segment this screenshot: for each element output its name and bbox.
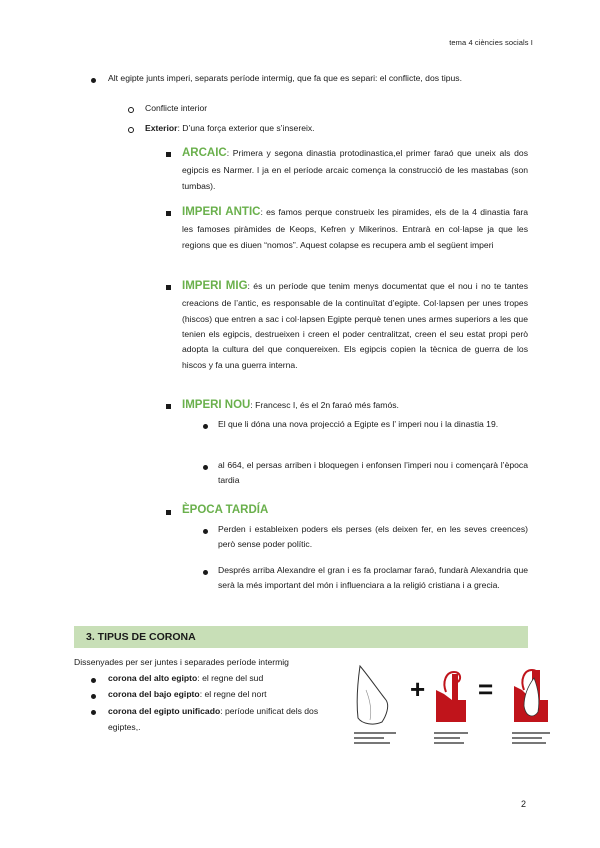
circle-marker: [128, 107, 134, 113]
square-marker: [166, 152, 171, 157]
conflict-exterior: [145, 121, 315, 136]
page-number: 2: [520, 799, 526, 809]
period-text: : és un període que tenim menys documentat que el nou i no te tantes creacions de l’antic, es responsable de la continuïtat d’egipte. Col·lapsen per unes tropes (hiscos) que entren a sac i col·lapsen Egipte perquè tenen unes armes superiors a les que tenien els egipcis, destrueixen i creen el poder centralitzat, creen el seu estat propi però adopta la cultura del que conquereixen. Els egipcis copien la tècnica de guerra de los hiscos y fa una guerra interna.: [182, 281, 528, 370]
crowns-illustration: [348, 660, 560, 748]
crown-item-label: corona del egipto unificado: [108, 706, 221, 716]
crown-item: [108, 687, 267, 702]
crown-item: [108, 671, 263, 686]
intro-bullet-text: Alt egipte junts imperi, separats període intermig, que fa que es separi: el conflicte, dos tipus.: [108, 73, 462, 83]
period-arcaic: [182, 143, 528, 194]
white-crown-icon: [354, 666, 396, 744]
period-text: : es famos perque construeix les piramides, els de la 4 dinastia fara les famoses piràmides de Keops, Kefren y Mikerinos. Entrarà en col·lapse ja que les regions que es diuen “nomos”. Aquest colapse es recupera amb el següent imperi: [182, 207, 528, 250]
tardia-item: Perden i estableixen poders els perses (els deixen fer, en les seves creences) però sense poder polític.: [218, 524, 528, 550]
period-title: IMPERI MIG: [182, 280, 248, 292]
bullet-marker: [91, 710, 96, 715]
conflict-interior: [145, 101, 207, 116]
period-text: : Primera y segona dinastia protodinastica,el primer faraó que uneix als dos egipcis es Narmer. I ja en el període arcaic comença la construcció de les mastabas (son tumbas).: [182, 148, 528, 191]
bullet-marker: [91, 694, 96, 699]
period-title: IMPERI NOU: [182, 399, 251, 411]
conflict-label: Conflicte interior: [145, 103, 208, 113]
period-title: ARCAIC: [182, 147, 227, 159]
square-marker: [166, 285, 171, 290]
bullet-marker: [203, 424, 208, 429]
crown-item: [108, 703, 336, 736]
bullet-marker: [203, 529, 208, 534]
conflict-label: Exterior: [145, 123, 178, 133]
equals-symbol: =: [478, 674, 494, 704]
bullet-marker: [203, 465, 208, 470]
crown-item-label: corona del alto egipto: [108, 673, 198, 683]
circle-marker: [128, 127, 134, 133]
bullet-marker: [203, 570, 208, 575]
nou-item: El que li dóna una nova projecció a Egipte es l’ imperi nou i la dinastia 19.: [218, 419, 499, 429]
square-marker: [166, 211, 171, 216]
red-crown-icon: [434, 672, 468, 744]
square-marker: [166, 510, 171, 515]
crown-item-text: : període unificat dels dos egiptes,.: [108, 706, 319, 733]
plus-symbol: +: [410, 674, 426, 704]
conflict-text: : D’una força exterior que s’insereix.: [177, 123, 315, 133]
period-text: : Francesc I, és el 2n faraó més famós.: [250, 400, 399, 410]
double-crown-icon: [512, 670, 550, 744]
nou-item: al 664, el persas arriben i bloquegen i enfonsen l’imperi nou i començarà l’època tardia: [218, 460, 528, 486]
crowns-svg: [348, 660, 560, 748]
period-imperi-nou: [182, 395, 528, 415]
bullet-marker: [91, 678, 96, 683]
crown-item-text: : el regne del sud: [197, 673, 264, 683]
period-title: IMPERI ANTIC: [182, 206, 261, 218]
crown-item-label: corona del bajo egipto: [108, 689, 200, 699]
period-title: ÈPOCA TARDÍA: [182, 504, 269, 516]
period-epoca-tardia: [182, 500, 268, 520]
period-imperi-antic: [182, 202, 528, 253]
square-marker: [166, 404, 171, 409]
period-imperi-mig: [182, 276, 528, 373]
section-heading: 3. TIPUS DE CORONA: [74, 626, 528, 648]
page-header: tema 4 ciències socials I: [449, 38, 533, 47]
section-intro: Dissenyades per ser juntes i separades període intermig: [74, 657, 289, 667]
tardia-item: Després arriba Alexandre el gran i es fa proclamar faraó, fundarà Alexandria que serà la més important del món i influenciara a la religió cristiana i a grecia.: [218, 565, 528, 591]
crown-item-text: : el regne del nort: [199, 689, 267, 699]
bullet-marker: [91, 78, 96, 83]
